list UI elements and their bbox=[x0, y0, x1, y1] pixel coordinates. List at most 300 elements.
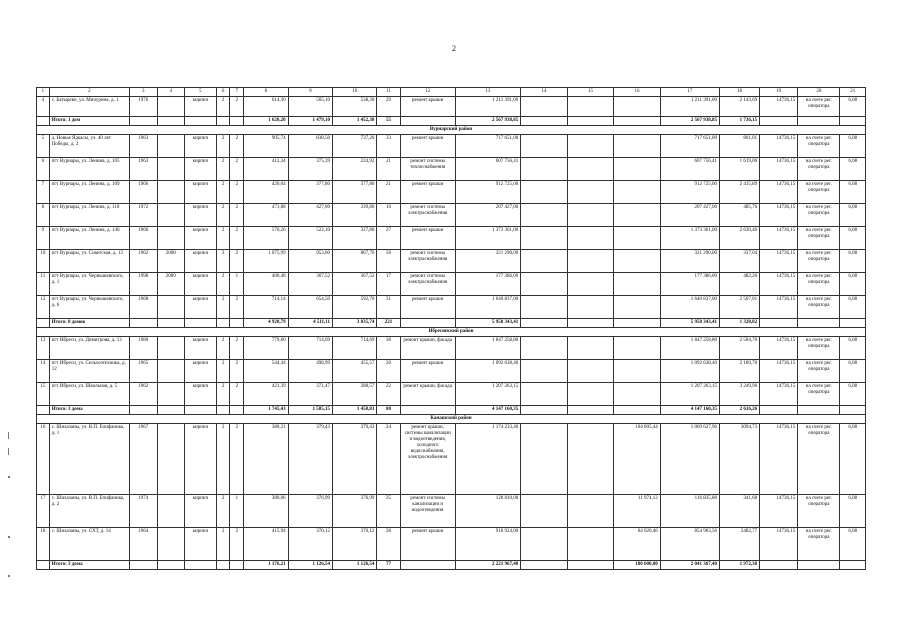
table-cell bbox=[157, 495, 184, 528]
table-cell: 4 147 160,35 bbox=[660, 406, 719, 415]
table-cell: 177 386,00 bbox=[660, 273, 719, 296]
table-cell: на счете рег. оператора bbox=[798, 296, 840, 319]
table-cell: 55 bbox=[377, 117, 400, 126]
table-cell: 2 bbox=[230, 135, 244, 158]
table-cell: 1 211 391,00 bbox=[455, 97, 521, 117]
table-cell: 6,08 bbox=[840, 424, 866, 495]
table-cell bbox=[521, 273, 568, 296]
table-cell: 10 bbox=[37, 250, 50, 273]
table-cell bbox=[400, 406, 455, 415]
table-cell: 717 651,00 bbox=[660, 135, 719, 158]
table-cell: 427,00 bbox=[288, 204, 332, 227]
table-cell: на счете рег. оператора bbox=[798, 97, 840, 117]
table-cell: 370,12 bbox=[333, 528, 377, 561]
column-number: 2 bbox=[49, 88, 129, 97]
table-cell bbox=[400, 319, 455, 328]
table-cell: 1 972,38 bbox=[719, 561, 759, 570]
table-cell bbox=[157, 424, 184, 495]
table-cell bbox=[567, 296, 614, 319]
table-cell: 1 126,54 bbox=[333, 561, 377, 570]
table-cell: на счете рег. оператора bbox=[798, 528, 840, 561]
table-cell: кирпич bbox=[185, 97, 217, 117]
table-cell: 14736,15 bbox=[760, 273, 798, 296]
table-cell: 29 bbox=[377, 97, 400, 117]
total-row bbox=[37, 319, 866, 328]
table-cell: 2 bbox=[216, 273, 230, 296]
table-cell: 2 bbox=[216, 227, 230, 250]
table-cell bbox=[840, 319, 866, 328]
table-cell: ремонт системы канализации и водоотведения bbox=[400, 495, 455, 528]
table-cell: 1 126,54 bbox=[288, 561, 332, 570]
table-cell: 2 bbox=[216, 495, 230, 528]
table-cell: 654,50 bbox=[288, 296, 332, 319]
table-cell: кирпич bbox=[185, 158, 217, 181]
table-cell: 1 640 837,00 bbox=[660, 296, 719, 319]
table-cell: 14736,15 bbox=[760, 424, 798, 495]
table-cell: 4 bbox=[37, 97, 50, 117]
table-cell: 2 bbox=[230, 360, 244, 383]
table-row bbox=[37, 337, 866, 360]
table-cell: 28 bbox=[377, 528, 400, 561]
table-cell: пгт Вурнары, ул. Чернышевского, д. 6 bbox=[49, 296, 129, 319]
table-cell: на счете рег. оператора bbox=[798, 158, 840, 181]
table-cell: 371,47 bbox=[288, 383, 332, 406]
table-cell: 6 bbox=[37, 158, 50, 181]
table-cell: 2 bbox=[216, 528, 230, 561]
table-cell: 5 bbox=[37, 135, 50, 158]
table-cell: ремонт крыши bbox=[400, 296, 455, 319]
table-cell: 455,57 bbox=[333, 360, 377, 383]
table-cell: кирпич bbox=[185, 337, 217, 360]
column-number: 4 bbox=[157, 88, 184, 97]
table-cell: 17 bbox=[37, 495, 50, 528]
table-cell bbox=[130, 319, 157, 328]
table-cell: 6,08 bbox=[840, 360, 866, 383]
table-cell bbox=[521, 204, 568, 227]
table-cell: 14736,15 bbox=[760, 296, 798, 319]
table-cell: 14736,15 bbox=[760, 383, 798, 406]
table-cell: кирпич bbox=[185, 296, 217, 319]
table-cell: 21 bbox=[377, 158, 400, 181]
table-cell: с. Батырево, ул. Мичурина, д. 1 bbox=[49, 97, 129, 117]
table-cell bbox=[521, 158, 568, 181]
table-cell: 377,80 bbox=[288, 181, 332, 204]
table-cell: 1966 bbox=[130, 181, 157, 204]
table-cell bbox=[798, 117, 840, 126]
table-cell: на счете рег. оператора bbox=[798, 383, 840, 406]
table-cell: 14736,15 bbox=[760, 528, 798, 561]
table-cell bbox=[521, 337, 568, 360]
table-cell: 1998 bbox=[130, 273, 157, 296]
table-cell: 498,99 bbox=[288, 360, 332, 383]
table-cell: 17 bbox=[377, 273, 400, 296]
table-row bbox=[37, 158, 866, 181]
table-cell: 6,08 bbox=[840, 528, 866, 561]
table-row bbox=[37, 273, 866, 296]
table-cell: 2 bbox=[216, 204, 230, 227]
column-number: 11 bbox=[377, 88, 400, 97]
table-cell: 1 640 837,00 bbox=[455, 296, 521, 319]
table-cell: ремонт крыши bbox=[400, 97, 455, 117]
table-cell bbox=[567, 319, 614, 328]
table-cell: 177 386,00 bbox=[455, 273, 521, 296]
table-cell bbox=[157, 296, 184, 319]
column-number: 7 bbox=[230, 88, 244, 97]
table-cell: 2 bbox=[230, 424, 244, 495]
table-cell: 339,80 bbox=[333, 204, 377, 227]
table-cell: 14736,15 bbox=[760, 135, 798, 158]
table-cell: кирпич bbox=[185, 495, 217, 528]
table-cell bbox=[216, 406, 230, 415]
table-cell bbox=[567, 204, 614, 227]
table-cell bbox=[230, 406, 244, 415]
table-cell bbox=[400, 117, 455, 126]
table-cell: 375,39 bbox=[288, 158, 332, 181]
table-cell: 471,88 bbox=[244, 204, 288, 227]
table-cell bbox=[760, 117, 798, 126]
table-cell: с. Шихазаны, ул. В.П. Епифанова, д. 2 bbox=[49, 495, 129, 528]
table-cell: 714,69 bbox=[288, 337, 332, 360]
table-cell bbox=[130, 561, 157, 570]
table-cell bbox=[567, 406, 614, 415]
table-cell: 2 616,26 bbox=[719, 406, 759, 415]
table-cell: 1966 bbox=[130, 227, 157, 250]
table-cell: на счете рег. оператора bbox=[798, 250, 840, 273]
table-cell: на счете рег. оператора bbox=[798, 337, 840, 360]
table-cell bbox=[521, 97, 568, 117]
table-cell bbox=[521, 424, 568, 495]
table-cell bbox=[521, 406, 568, 415]
table-cell: 5 958 343,41 bbox=[455, 319, 521, 328]
table-cell: 370,12 bbox=[288, 528, 332, 561]
table-cell: пгт Вурнары, ул. Чернышевского, д. 1 bbox=[49, 273, 129, 296]
table-cell: 24 bbox=[377, 424, 400, 495]
column-number-row bbox=[37, 88, 866, 97]
table-cell bbox=[614, 319, 661, 328]
table-cell: Итого: 8 домов bbox=[49, 319, 129, 328]
table-cell bbox=[840, 117, 866, 126]
table-cell: 2 189,70 bbox=[719, 360, 759, 383]
table-cell: ремонт системы электроснабжения bbox=[400, 273, 455, 296]
table-cell: 6,08 bbox=[840, 158, 866, 181]
table-cell: кирпич bbox=[185, 181, 217, 204]
table-cell: 1980 bbox=[130, 337, 157, 360]
table-cell: 2 bbox=[230, 181, 244, 204]
table-cell: 2 bbox=[230, 227, 244, 250]
table-cell: 6,08 bbox=[840, 250, 866, 273]
table-cell: 367,52 bbox=[333, 273, 377, 296]
column-number: 19 bbox=[760, 88, 798, 97]
table-cell bbox=[521, 383, 568, 406]
table-cell bbox=[567, 181, 614, 204]
table-cell bbox=[567, 273, 614, 296]
table-row bbox=[37, 383, 866, 406]
table-cell: пгт Ибреси, ул. Школьная, д. 5 bbox=[49, 383, 129, 406]
total-row bbox=[37, 406, 866, 415]
table-cell: 16 bbox=[37, 424, 50, 495]
table-cell: ремонт системы электроснабжения bbox=[400, 204, 455, 227]
table-cell: 1962 bbox=[130, 383, 157, 406]
table-cell bbox=[216, 561, 230, 570]
table-cell bbox=[567, 561, 614, 570]
table-cell: 3094,73 bbox=[719, 424, 759, 495]
table-cell bbox=[614, 296, 661, 319]
table-cell bbox=[521, 319, 568, 328]
table-cell: 321 290,00 bbox=[455, 250, 521, 273]
table-cell: ремонт крыши, системы канализации и водоотведения, холодного водоснабжения, электроснабжения bbox=[400, 424, 455, 495]
table-cell bbox=[614, 204, 661, 227]
table-cell: 27 bbox=[377, 227, 400, 250]
table-cell: 14736,15 bbox=[760, 337, 798, 360]
table-cell: 4 511,11 bbox=[288, 319, 332, 328]
table-row bbox=[37, 528, 866, 561]
table-row bbox=[37, 135, 866, 158]
table-cell bbox=[130, 406, 157, 415]
table-cell: 2 bbox=[216, 424, 230, 495]
table-cell: 1 619,00 bbox=[719, 158, 759, 181]
table-cell bbox=[230, 319, 244, 328]
table-cell bbox=[798, 406, 840, 415]
table-cell bbox=[521, 495, 568, 528]
table-cell: на счете рег. оператора bbox=[798, 135, 840, 158]
table-cell: 2 567 938,85 bbox=[660, 117, 719, 126]
table-cell: 11 bbox=[37, 273, 50, 296]
table-cell: 2 584,70 bbox=[719, 337, 759, 360]
table-cell: 912 725,00 bbox=[660, 181, 719, 204]
district-section-row bbox=[37, 126, 866, 135]
table-cell bbox=[230, 561, 244, 570]
table-cell bbox=[614, 97, 661, 117]
table-cell: 717 651,00 bbox=[455, 135, 521, 158]
table-cell bbox=[216, 117, 230, 126]
table-cell: ремонт системы электроснабжения bbox=[400, 250, 455, 273]
table-cell bbox=[614, 117, 661, 126]
table-cell bbox=[567, 424, 614, 495]
table-cell: 2 bbox=[230, 204, 244, 227]
margin-dot bbox=[8, 575, 10, 577]
table-cell: 14736,15 bbox=[760, 158, 798, 181]
table-cell: 1 745,43 bbox=[244, 406, 288, 415]
table-cell: 2 bbox=[216, 296, 230, 319]
table-cell bbox=[157, 383, 184, 406]
table-cell bbox=[157, 135, 184, 158]
table-cell: 421,39 bbox=[244, 383, 288, 406]
table-cell: с. Шихазаны, ул. СХТ, д. 14 bbox=[49, 528, 129, 561]
table-cell: 1 207 263,15 bbox=[455, 383, 521, 406]
column-number: 13 bbox=[455, 88, 521, 97]
table-cell bbox=[157, 117, 184, 126]
table-cell: на счете рег. оператора bbox=[798, 204, 840, 227]
table-cell: 714,69 bbox=[333, 337, 377, 360]
table-cell: кирпич bbox=[185, 273, 217, 296]
column-number: 12 bbox=[400, 88, 455, 97]
table-cell: 1965 bbox=[130, 360, 157, 383]
table-cell: ремонт крыши bbox=[400, 181, 455, 204]
table-cell: 1 373 361,00 bbox=[455, 227, 521, 250]
district-title: Вурнарский район bbox=[37, 126, 866, 135]
table-cell: 905,74 bbox=[244, 135, 288, 158]
table-cell: 224,92 bbox=[333, 158, 377, 181]
table-cell: 25 bbox=[377, 495, 400, 528]
table-cell: 1 211 391,00 bbox=[660, 97, 719, 117]
table-cell: 2 507,01 bbox=[719, 296, 759, 319]
table-cell bbox=[37, 561, 50, 570]
table-cell: пгт Вурнары, ул. Ленина, д. 140 bbox=[49, 227, 129, 250]
table-cell: 779,60 bbox=[244, 337, 288, 360]
table-cell: 221 bbox=[377, 319, 400, 328]
table-cell: 4 147 160,35 bbox=[455, 406, 521, 415]
table-cell bbox=[157, 360, 184, 383]
table-cell: 2 041 367,40 bbox=[660, 561, 719, 570]
table-cell: 77 bbox=[377, 561, 400, 570]
table-cell: кирпич bbox=[185, 227, 217, 250]
table-cell: 1 736,15 bbox=[719, 117, 759, 126]
table-cell: 1 847 258,80 bbox=[660, 337, 719, 360]
table-cell bbox=[567, 158, 614, 181]
table-cell: 4 920,79 bbox=[244, 319, 288, 328]
table-cell: 2008 bbox=[157, 250, 184, 273]
table-cell bbox=[614, 383, 661, 406]
margin-dot bbox=[8, 536, 10, 538]
column-number: 6 bbox=[216, 88, 230, 97]
table-cell bbox=[798, 561, 840, 570]
table-cell: 614,30 bbox=[244, 97, 288, 117]
margin-mark bbox=[8, 432, 9, 439]
table-cell: 522,10 bbox=[288, 227, 332, 250]
table-cell bbox=[185, 319, 217, 328]
table-cell: 1974 bbox=[130, 495, 157, 528]
table-cell bbox=[614, 135, 661, 158]
table-cell: 607 756,41 bbox=[660, 158, 719, 181]
table-cell: 1 373 361,00 bbox=[660, 227, 719, 250]
table-cell: 104 605,44 bbox=[614, 424, 661, 495]
table-cell: 2 630,46 bbox=[719, 227, 759, 250]
table-cell: кирпич bbox=[185, 135, 217, 158]
table-cell bbox=[521, 561, 568, 570]
table-cell bbox=[157, 406, 184, 415]
table-cell: 2009 bbox=[157, 273, 184, 296]
table-cell: ремонт системы теплоснабжения bbox=[400, 158, 455, 181]
table-cell bbox=[567, 383, 614, 406]
table-cell: пгт Ибреси, ул. Димитрова, д. 13 bbox=[49, 337, 129, 360]
margin-mark bbox=[8, 448, 9, 455]
table-cell: 9 bbox=[37, 227, 50, 250]
table-cell: пгт Ибреси, ул. Сельхозтехника, д. 12 bbox=[49, 360, 129, 383]
table-cell: 380,21 bbox=[244, 424, 288, 495]
table-cell: 1 452,30 bbox=[333, 117, 377, 126]
column-number: 10 bbox=[333, 88, 377, 97]
table-cell: 180 600,00 bbox=[614, 561, 661, 570]
table-cell bbox=[840, 406, 866, 415]
table-row bbox=[37, 250, 866, 273]
table-cell: 31 bbox=[377, 296, 400, 319]
table-cell: 420,04 bbox=[244, 181, 288, 204]
district-section-row bbox=[37, 415, 866, 424]
table-cell bbox=[157, 97, 184, 117]
table-cell: пгт Вурнары, ул. Ленина, д. 109 bbox=[49, 181, 129, 204]
table-cell: кирпич bbox=[185, 204, 217, 227]
table-row bbox=[37, 181, 866, 204]
table-cell: 2 bbox=[216, 181, 230, 204]
table-cell: 376,99 bbox=[288, 495, 332, 528]
table-cell: 1976 bbox=[130, 97, 157, 117]
column-number: 15 bbox=[567, 88, 614, 97]
table-cell: 1972 bbox=[130, 204, 157, 227]
table-cell: кирпич bbox=[185, 528, 217, 561]
table-cell: 64 020,46 bbox=[614, 528, 661, 561]
table-cell bbox=[567, 528, 614, 561]
table-cell: 12 bbox=[37, 296, 50, 319]
table-cell: 1962 bbox=[130, 250, 157, 273]
table-cell: 737,20 bbox=[333, 135, 377, 158]
table-cell bbox=[521, 117, 568, 126]
table-cell: 14736,15 bbox=[760, 204, 798, 227]
table-cell: 2 bbox=[216, 337, 230, 360]
column-number: 17 bbox=[660, 88, 719, 97]
table-cell: 2 bbox=[216, 135, 230, 158]
table-cell bbox=[521, 227, 568, 250]
table-cell bbox=[760, 561, 798, 570]
table-row bbox=[37, 296, 866, 319]
table-cell: 2 221 967,40 bbox=[455, 561, 521, 570]
table-row bbox=[37, 97, 866, 117]
table-cell bbox=[798, 319, 840, 328]
table-cell: ремонт крыши bbox=[400, 135, 455, 158]
table-cell: 1967 bbox=[130, 424, 157, 495]
table-cell: 2 bbox=[230, 528, 244, 561]
table-cell bbox=[760, 406, 798, 415]
table-cell: ремонт крыши, фасада bbox=[400, 383, 455, 406]
column-number: 3 bbox=[130, 88, 157, 97]
table-row bbox=[37, 360, 866, 383]
table-cell: 1 092 638,40 bbox=[455, 360, 521, 383]
table-cell: 2 bbox=[230, 97, 244, 117]
table-cell bbox=[614, 158, 661, 181]
table-cell: 1 620,20 bbox=[244, 117, 288, 126]
table-cell: 6,08 bbox=[840, 273, 866, 296]
table-cell: 20 bbox=[377, 360, 400, 383]
table-cell: 367,52 bbox=[288, 273, 332, 296]
table-cell bbox=[614, 181, 661, 204]
table-cell: 14736,15 bbox=[760, 250, 798, 273]
table-cell bbox=[614, 337, 661, 360]
table-cell: 1 320,82 bbox=[719, 319, 759, 328]
table-cell: 607 756,41 bbox=[455, 158, 521, 181]
table-cell bbox=[614, 250, 661, 273]
table-cell: 3 249,96 bbox=[719, 383, 759, 406]
table-cell bbox=[567, 117, 614, 126]
column-number: 14 bbox=[521, 88, 568, 97]
table-cell: ремонт крыши bbox=[400, 360, 455, 383]
total-row bbox=[37, 117, 866, 126]
table-cell: на счете рег. оператора bbox=[798, 227, 840, 250]
table-row bbox=[37, 204, 866, 227]
table-cell: 2 bbox=[230, 250, 244, 273]
table-cell: на счете рег. оператора bbox=[798, 273, 840, 296]
table-cell: 379,43 bbox=[288, 424, 332, 495]
table-cell: 412,34 bbox=[244, 158, 288, 181]
table-cell: 207 427,00 bbox=[455, 204, 521, 227]
table-cell: 327,80 bbox=[333, 227, 377, 250]
table-cell: 13 bbox=[37, 337, 50, 360]
table-cell: 838,50 bbox=[288, 135, 332, 158]
table-cell: 953,00 bbox=[288, 250, 332, 273]
column-number: 5 bbox=[185, 88, 217, 97]
column-number: 1 bbox=[37, 88, 50, 97]
table-cell bbox=[37, 117, 50, 126]
table-cell: кирпич bbox=[185, 250, 217, 273]
table-cell: 2 bbox=[216, 360, 230, 383]
